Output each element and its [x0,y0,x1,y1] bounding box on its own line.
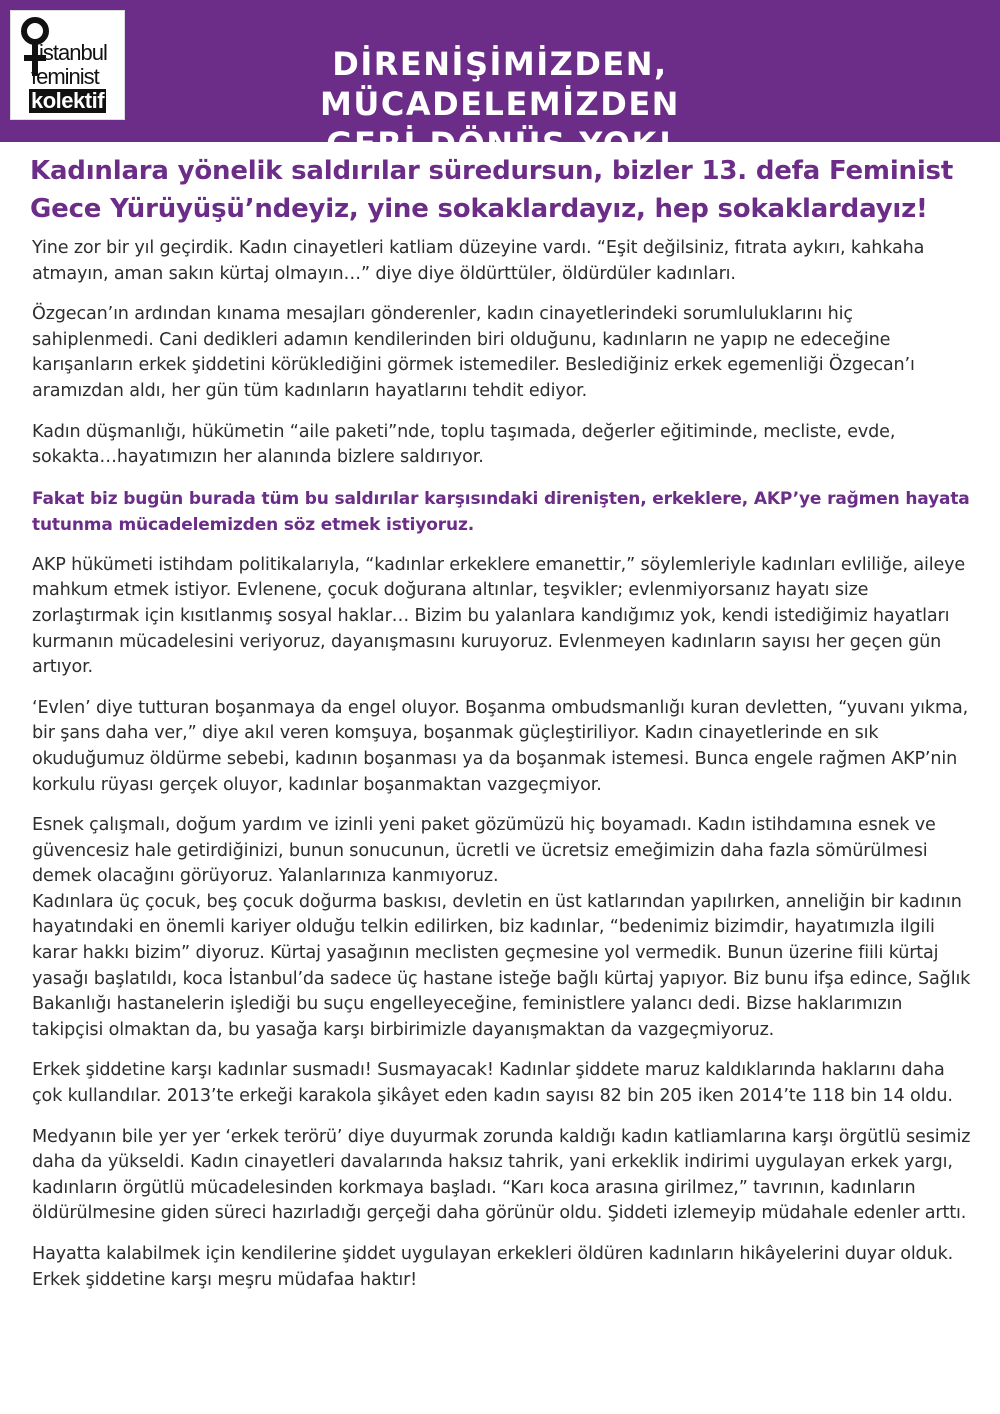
banner-title-line1: DİRENİŞİMİZDEN, MÜCADELEMİZDEN [320,45,680,123]
logo-text-line2: feminist [31,64,99,89]
paragraph: Özgecan’ın ardından kınama mesajları gönderenler, kadın cinayetlerindeki sorumluluklarını hiç sahiplenmedi. Cani dedikleri adamın kendilerinden biri olduğunu, kadınların ne yapıp ne edeceğine karışanların erkek şiddetini körüklediğini görmek istemediler. Beslediğiniz erkek egemenliği Özgecan’ı aramızdan aldı, her gün tüm kadınların hayatlarını tehdit ediyor. [32,304,915,401]
headline: Kadınlara yönelik saldırılar süredursun, bizler 13. defa Feminist Gece Yürüyüşü’ndeyiz, yine sokaklardayız, hep sokaklardayız! [30,156,954,224]
paragraph: Erkek şiddetine karşı kadınlar susmadı! Susmayacak! Kadınlar şiddete maruz kaldıklarında haklarını daha çok kullandılar. 2013’te erkeği karakola şikâyet eden kadın sayısı 82 bin 205 iken 2014’te 118 bin 14 oldu. [32,1060,953,1107]
paragraph: Yine zor bir yıl geçirdik. Kadın cinayetleri katliam düzeyine vardı. “Eşit değilsiniz, fıtrata aykırı, kahkaha atmayın, aman sakın kürtaj olmayın…” diye diye öldürttüler, öldürdüler kadınları. [32,238,925,284]
banner-title-line2: GERİ DÖNÜŞ YOK! [326,125,674,163]
paragraph: Esnek çalışmalı, doğum yardım ve izinli yeni paket gözümüzü hiç boyamadı. Kadın istihdamına esnek ve güvencesiz hale getirdiğinizi, bunun sonucunun, ücretli ve ücretsiz emeğimizin daha fazla sömürülmesi demek olacağını görüyoruz. Yalanlarınıza kanmıyoruz. [32,815,936,887]
header-banner [0,0,1000,163]
logo-text-line1: istanbul [39,40,107,65]
article-body [32,236,977,1308]
emphasis-paragraph: Fakat biz bugün burada tüm bu saldırılar karşısındaki direnişten, erkeklere, AKP’ye rağmen hayata tutunma mücadelemizden söz etmek istiyoruz. [32,488,970,535]
paragraph: ‘Evlen’ diye tutturan boşanmaya da engel oluyor. Boşanma ombudsmanlığı kuran devletten, “yuvanı yıkma, bir şans daha ver,” diye akıl veren komşuya, boşanmak güçleştiriliyor. Kadın cinayetlerinde en sık okuduğumuz öldürme sebebi, kadının boşanması ya da boşanmak istemesi. Bunca engele rağmen AKP’nin korkulu rüyası gerçek oluyor, kadınlar boşanmaktan vazgeçmiyor. [32,697,969,795]
paragraph: AKP hükümeti istihdam politikalarıyla, “kadınlar erkeklere emanettir,” söylemleriyle kadınları evliliğe, aileye mahkum etmek istiyor. Evlenene, çocuk doğurana altınlar, teşvikler; evlenmiyorsanız hayatı size zorlaştırmak için kısıtlanmış sosyal haklar… Bizim bu yalanlara kandığımız yok, kendi istediğimiz hayatları kurmanın mücadelesini veriyoruz, dayanışmasını kuruyoruz. Evlenmeyen kadınların sayısı her geçen gün artıyor. [32,554,966,678]
paragraph: Hayatta kalabilmek için kendilerine şiddet uygulayan erkekleri öldüren kadınların hikâyelerini duyar olduk. Erkek şiddetine karşı meşru müdafaa haktır! [32,1244,954,1290]
banner-title [150,44,850,164]
logo-text-line3: kolektif [31,88,105,113]
logo [10,10,125,120]
paragraph: Kadınlara üç çocuk, beş çocuk doğurma baskısı, devletin en üst katlarından yapılırken, anneliğin bir kadının hayatındaki en önemli kariyer olduğu telkin edilirken, biz kadınlar, “bedenimiz bizimdir, hayatımızla ilgili karar hakkı bizim” diyoruz. Kürtaj yasağının meclisten geçmesine yol vermedik. Bunun üzerine fiili kürtaj yasağı başlatıldı, koca İstanbul’da sadece üç hastane isteğe bağlı kürtaj yapıyor. Biz bunu ifşa edince, Sağlık Bakanlığı hastanelerin işlediği bu suçu engelleyeceğine, feministlere yalancı dedi. Bizse haklarımızın takipçisi olmaktan da, bu yasağa karşı birbirimizle dayanışmaktan da vazgeçmiyoruz. [32,891,971,1040]
paragraph: Medyanın bile yer yer ‘erkek terörü’ diye duyurmak zorunda kaldığı kadın katliamlarına karşı örgütlü sesimiz daha da yükseldi. Kadın cinayetleri davalarında haksız tahrik, yani erkeklik indirimi uygulayan erkek yargı, kadınların örgütlü mücadelesinden korkmaya başladı. “Karı koca arasına girilmez,” tavrının, kadınların öldürülmesine giden süreci hazırladığı gerçeği daha görünür oldu. Şiddeti izlemeyip müdahale edenler arttı. [32,1126,971,1224]
paragraph: Kadın düşmanlığı, hükümetin “aile paketi”nde, toplu taşımada, değerler eğitiminde, mecliste, evde, sokakta…hayatımızın her alanında bizlere saldırıyor. [32,421,896,468]
